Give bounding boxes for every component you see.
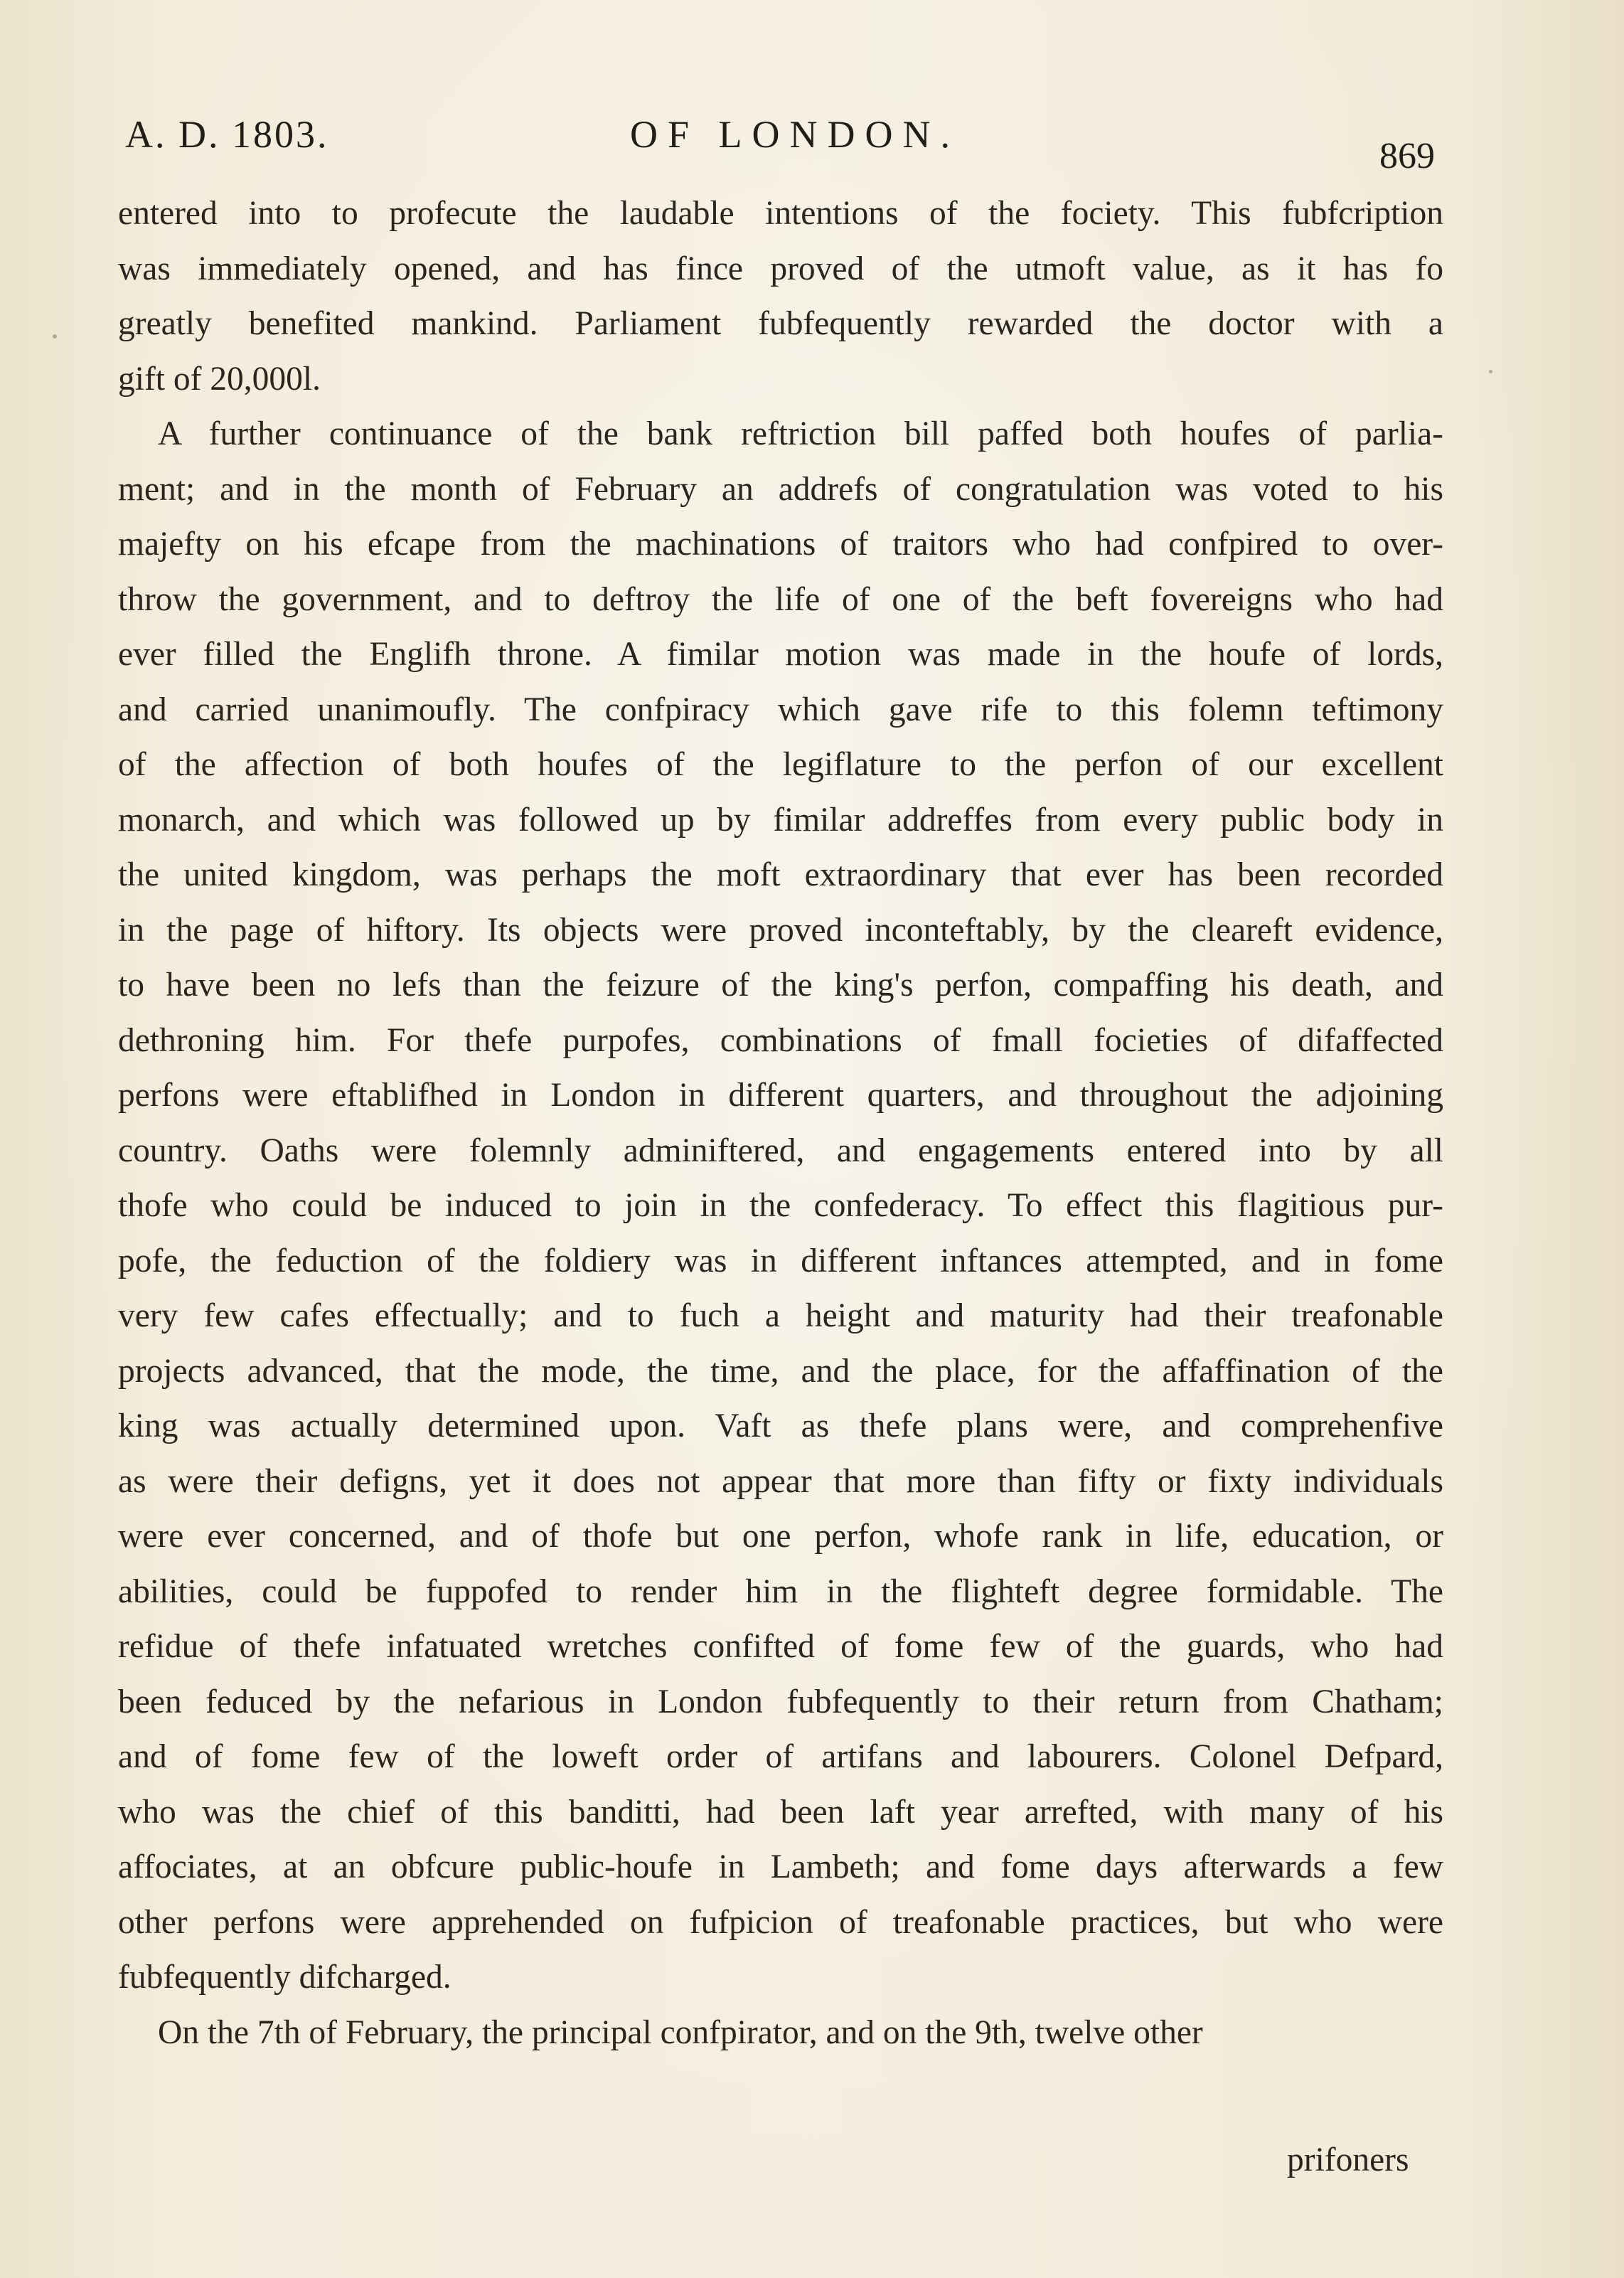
text-line: monarch, and which was followed up by fimilar addreffes from every public body in: [118, 801, 1443, 839]
text-line: dethroning him. For thefe purpofes, combinations of fmall focieties of difaffected: [118, 1021, 1443, 1059]
text-line: greatly benefited mankind. Parliament fubfequently rewarded the doctor with a: [118, 305, 1443, 342]
catchword: prifoners: [1287, 2141, 1409, 2178]
text-line: were ever concerned, and of thofe but one perfon, whofe rank in life, education, or: [118, 1518, 1443, 1555]
paper-speck: [53, 334, 57, 339]
text-line: in the page of hiftory. Its objects were proved inconteftably, by the cleareft evidence,: [118, 911, 1443, 949]
text-line: pofe, the feduction of the foldiery was in different inftances attempted, and in fome: [118, 1242, 1443, 1279]
text-line: was immediately opened, and has fince proved of the utmoft value, as it has fo: [118, 250, 1443, 287]
text-line: king was actually determined upon. Vaft as thefe plans were, and comprehenfive: [118, 1407, 1443, 1444]
text-line: thofe who could be induced to join in the confederacy. To effect this flagitious pur-: [118, 1187, 1443, 1224]
text-line: very few cafes effectually; and to fuch a height and maturity had their treafonable: [118, 1297, 1443, 1334]
text-line: A further continuance of the bank reftriction bill paffed both houfes of parlia-: [158, 415, 1443, 452]
running-head-title: OF LONDON.: [630, 113, 960, 156]
text-line: the united kingdom, was perhaps the moft extraordinary that ever has been recorded: [118, 856, 1443, 893]
text-line: and of fome few of the loweft order of artifans and labourers. Colonel Defpard,: [118, 1738, 1443, 1775]
text-line: perfons were eftablifhed in London in different quarters, and throughout the adjoining: [118, 1077, 1443, 1114]
text-line: other perfons were apprehended on fufpicion of treafonable practices, but who were: [118, 1903, 1443, 1941]
text-line: and carried unanimoufly. The confpiracy which gave rife to this folemn teftimony: [118, 691, 1443, 728]
text-line: ever filled the Englifh throne. A fimilar motion was made in the houfe of lords,: [118, 636, 1443, 673]
text-line: to have been no lefs than the feizure of the king's perfon, compaffing his death, and: [118, 967, 1443, 1004]
text-line: of the affection of both houfes of the legiflature to the perfon of our excellent: [118, 746, 1443, 783]
paper-speck: [1489, 370, 1492, 373]
text-line: as were their defigns, yet it does not appear that more than fifty or fixty individuals: [118, 1462, 1443, 1500]
page-number: 869: [1379, 136, 1435, 176]
running-head-year: A. D. 1803.: [125, 113, 329, 156]
text-line: throw the government, and to deftroy the life of one of the beft fovereigns who had: [118, 580, 1443, 618]
text-line: country. Oaths were folemnly adminiftered, and engagements entered into by all: [118, 1132, 1443, 1169]
text-line: ment; and in the month of February an addrefs of congratulation was voted to his: [118, 470, 1443, 508]
text-line: who was the chief of this banditti, had been laft year arrefted, with many of his: [118, 1793, 1443, 1831]
text-line: affociates, at an obfcure public-houfe in Lambeth; and fome days afterwards a few: [118, 1848, 1443, 1885]
text-line: projects advanced, that the mode, the time, and the place, for the affaffination of the: [118, 1352, 1443, 1390]
text-line: refidue of thefe infatuated wretches confifted of fome few of the guards, who had: [118, 1628, 1443, 1665]
text-line: abilities, could be fuppofed to render him in the flighteft degree formidable. The: [118, 1572, 1443, 1610]
body-text: [118, 186, 1443, 2060]
text-line: entered into to profecute the laudable intentions of the fociety. This fubfcription: [118, 195, 1443, 232]
text-line: majefty on his efcape from the machinations of traitors who had confpired to over-: [118, 526, 1443, 563]
running-header: [119, 112, 1442, 176]
text-line: gift of 20,000l.: [118, 360, 321, 398]
text-line: On the 7th of February, the principal confpirator, and on the 9th, twelve other: [158, 2013, 1203, 2051]
text-line: been feduced by the nefarious in London fubfequently to their return from Chatham;: [118, 1683, 1443, 1720]
text-line: fubfequently difcharged.: [118, 1959, 452, 1996]
